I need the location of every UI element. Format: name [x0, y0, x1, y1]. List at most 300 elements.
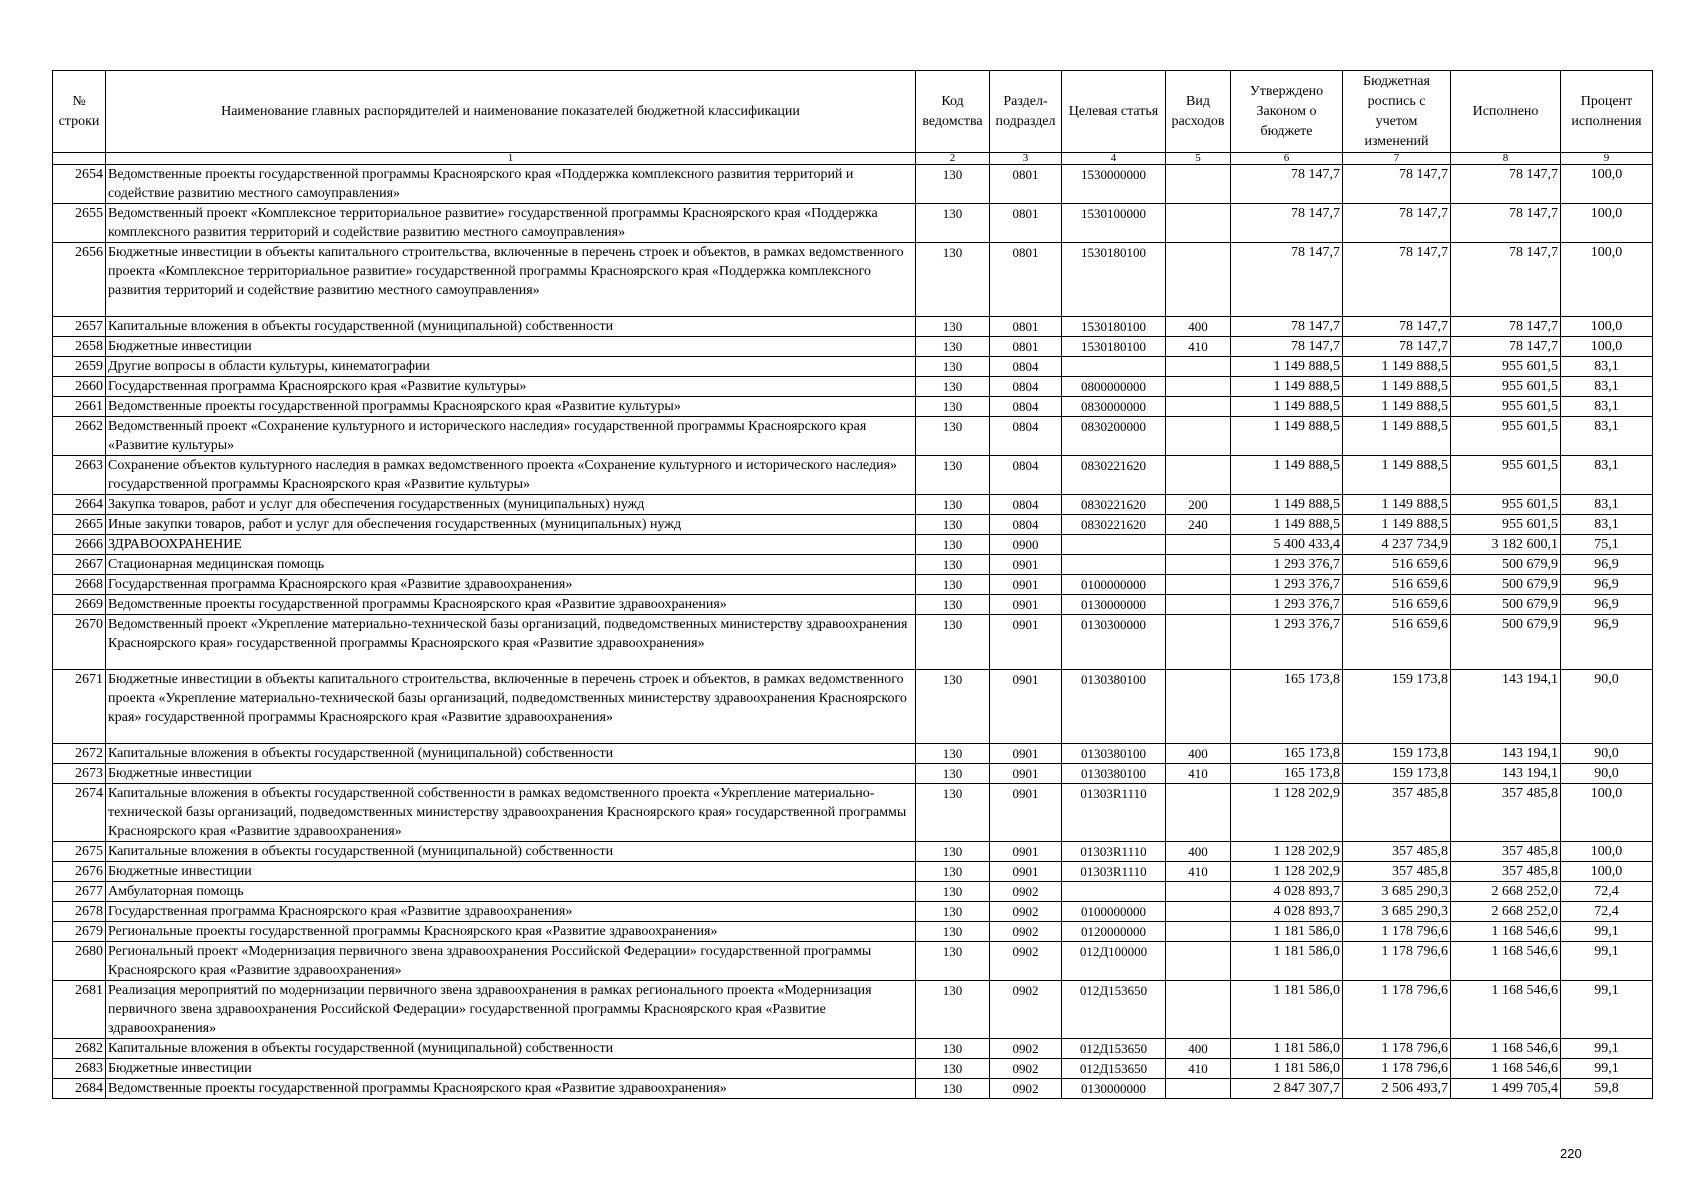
department-code: 130 — [916, 377, 990, 397]
department-code: 130 — [916, 515, 990, 535]
row-name: Закупка товаров, работ и услуг для обеспечения государственных (муниципальных) нужд — [106, 495, 916, 515]
department-code: 130 — [916, 204, 990, 243]
table-row — [53, 1079, 1653, 1099]
department-code: 130 — [916, 495, 990, 515]
approved-amount: 4 028 893,7 — [1231, 902, 1343, 922]
executed-amount: 78 147,7 — [1451, 317, 1561, 337]
approved-amount: 1 128 202,9 — [1231, 862, 1343, 882]
table-row — [53, 862, 1653, 882]
row-number: 2676 — [53, 862, 106, 882]
expense-type — [1166, 784, 1231, 842]
executed-amount: 1 168 546,6 — [1451, 1059, 1561, 1079]
row-number: 2671 — [53, 670, 106, 744]
department-code: 130 — [916, 615, 990, 670]
executed-amount: 955 601,5 — [1451, 417, 1561, 456]
section-code: 0901 — [990, 555, 1062, 575]
column-number: 7 — [1343, 153, 1451, 165]
section-code: 0902 — [990, 922, 1062, 942]
budget-amount: 78 147,7 — [1343, 317, 1451, 337]
column-number: 4 — [1062, 153, 1166, 165]
expense-type: 240 — [1166, 515, 1231, 535]
approved-amount: 1 181 586,0 — [1231, 922, 1343, 942]
executed-amount: 3 182 600,1 — [1451, 535, 1561, 555]
section-code: 0901 — [990, 595, 1062, 615]
header-approved: Утверждено Законом о бюджете — [1231, 71, 1343, 153]
department-code: 130 — [916, 1079, 990, 1099]
section-code: 0804 — [990, 495, 1062, 515]
row-number: 2679 — [53, 922, 106, 942]
approved-amount: 1 149 888,5 — [1231, 495, 1343, 515]
section-code: 0902 — [990, 882, 1062, 902]
target-article: 0130380100 — [1062, 744, 1166, 764]
executed-amount: 500 679,9 — [1451, 595, 1561, 615]
execution-percent: 99,1 — [1561, 1039, 1653, 1059]
column-number: 6 — [1231, 153, 1343, 165]
table-row — [53, 357, 1653, 377]
department-code: 130 — [916, 1039, 990, 1059]
header-expense-type: Вид расходов — [1166, 71, 1231, 153]
row-name: Капитальные вложения в объекты государственной (муниципальной) собственности — [106, 1039, 916, 1059]
row-number: 2657 — [53, 317, 106, 337]
executed-amount: 143 194,1 — [1451, 744, 1561, 764]
department-code: 130 — [916, 922, 990, 942]
department-code: 130 — [916, 317, 990, 337]
execution-percent: 100,0 — [1561, 204, 1653, 243]
department-code: 130 — [916, 337, 990, 357]
department-code: 130 — [916, 842, 990, 862]
section-code: 0801 — [990, 204, 1062, 243]
execution-percent: 75,1 — [1561, 535, 1653, 555]
executed-amount: 78 147,7 — [1451, 165, 1561, 204]
department-code: 130 — [916, 764, 990, 784]
row-number: 2661 — [53, 397, 106, 417]
table-row — [53, 595, 1653, 615]
approved-amount: 1 149 888,5 — [1231, 417, 1343, 456]
approved-amount: 1 181 586,0 — [1231, 1059, 1343, 1079]
row-number: 2666 — [53, 535, 106, 555]
expense-type — [1166, 555, 1231, 575]
approved-amount: 1 181 586,0 — [1231, 1039, 1343, 1059]
execution-percent: 96,9 — [1561, 575, 1653, 595]
section-code: 0804 — [990, 357, 1062, 377]
section-code: 0901 — [990, 842, 1062, 862]
row-number: 2675 — [53, 842, 106, 862]
table-row — [53, 417, 1653, 456]
execution-percent: 83,1 — [1561, 397, 1653, 417]
approved-amount: 2 847 307,7 — [1231, 1079, 1343, 1099]
budget-amount: 159 173,8 — [1343, 670, 1451, 744]
header-section: Раздел-подраздел — [990, 71, 1062, 153]
department-code: 130 — [916, 165, 990, 204]
approved-amount: 78 147,7 — [1231, 337, 1343, 357]
approved-amount: 5 400 433,4 — [1231, 535, 1343, 555]
row-name: Ведомственный проект «Комплексное территориальное развитие» государственной программы Красноярского края «Поддержка комплексного развития территорий и содействие развитию местного самоуправления» — [106, 204, 916, 243]
department-code: 130 — [916, 555, 990, 575]
row-number: 2684 — [53, 1079, 106, 1099]
expense-type: 410 — [1166, 1059, 1231, 1079]
header-target-article: Целевая статья — [1062, 71, 1166, 153]
expense-type — [1166, 575, 1231, 595]
department-code: 130 — [916, 744, 990, 764]
row-name: Другие вопросы в области культуры, кинематографии — [106, 357, 916, 377]
expense-type: 410 — [1166, 764, 1231, 784]
expense-type — [1166, 397, 1231, 417]
executed-amount: 78 147,7 — [1451, 337, 1561, 357]
row-name: Государственная программа Красноярского края «Развитие здравоохранения» — [106, 902, 916, 922]
table-row — [53, 515, 1653, 535]
row-name: Бюджетные инвестиции в объекты капитального строительства, включенные в перечень строек и объектов, в рамках ведомственного проекта «Укрепление материально-технической базы организаций, подведомственных министерству здравоохранения Красноярского края» государственной программы Красноярского края «Развитие здравоохранения» — [106, 670, 916, 744]
execution-percent: 96,9 — [1561, 595, 1653, 615]
budget-amount: 1 178 796,6 — [1343, 1059, 1451, 1079]
column-number: 8 — [1451, 153, 1561, 165]
row-number: 2659 — [53, 357, 106, 377]
executed-amount: 955 601,5 — [1451, 397, 1561, 417]
budget-amount: 78 147,7 — [1343, 204, 1451, 243]
column-number: 3 — [990, 153, 1062, 165]
approved-amount: 1 293 376,7 — [1231, 615, 1343, 670]
row-name: Реализация мероприятий по модернизации первичного звена здравоохранения в рамках регионального проекта «Модернизация первичного звена здравоохранения Российской Федерации» государственной программы Красноярского края «Развитие здравоохранения» — [106, 981, 916, 1039]
header-department-code: Код ведомства — [916, 71, 990, 153]
executed-amount: 955 601,5 — [1451, 377, 1561, 397]
section-code: 0901 — [990, 575, 1062, 595]
row-name: Региональные проекты государственной программы Красноярского края «Развитие здравоохранения» — [106, 922, 916, 942]
row-name: Бюджетные инвестиции в объекты капитального строительства, включенные в перечень строек и объектов, в рамках ведомственного проекта «Комплексное территориальное развитие» государственной программы Красноярского края «Поддержка комплексного развития территорий и содействие развитию местного самоуправления» — [106, 243, 916, 317]
row-name: Ведомственный проект «Сохранение культурного и исторического наследия» государственной программы Красноярского края «Развитие культуры» — [106, 417, 916, 456]
header-row-number: № строки — [53, 71, 106, 153]
row-name: Ведомственные проекты государственной программы Красноярского края «Развитие культуры» — [106, 397, 916, 417]
row-name: Государственная программа Красноярского края «Развитие культуры» — [106, 377, 916, 397]
section-code: 0804 — [990, 417, 1062, 456]
department-code: 130 — [916, 397, 990, 417]
target-article: 012Д153650 — [1062, 1059, 1166, 1079]
approved-amount: 1 128 202,9 — [1231, 842, 1343, 862]
section-code: 0804 — [990, 377, 1062, 397]
executed-amount: 500 679,9 — [1451, 615, 1561, 670]
budget-amount: 1 178 796,6 — [1343, 942, 1451, 981]
budget-amount: 1 178 796,6 — [1343, 981, 1451, 1039]
target-article: 0130300000 — [1062, 615, 1166, 670]
row-number: 2680 — [53, 942, 106, 981]
table-row — [53, 1059, 1653, 1079]
budget-amount: 1 149 888,5 — [1343, 357, 1451, 377]
table-row — [53, 317, 1653, 337]
section-code: 0801 — [990, 243, 1062, 317]
table-row — [53, 555, 1653, 575]
expense-type — [1166, 981, 1231, 1039]
row-name: Иные закупки товаров, работ и услуг для обеспечения государственных (муниципальных) нужд — [106, 515, 916, 535]
execution-percent: 96,9 — [1561, 615, 1653, 670]
expense-type — [1166, 615, 1231, 670]
department-code: 130 — [916, 595, 990, 615]
table-row — [53, 377, 1653, 397]
header-percent: Процент исполнения — [1561, 71, 1653, 153]
row-number: 2656 — [53, 243, 106, 317]
approved-amount: 1 293 376,7 — [1231, 555, 1343, 575]
budget-amount: 357 485,8 — [1343, 862, 1451, 882]
section-code: 0901 — [990, 744, 1062, 764]
section-code: 0801 — [990, 317, 1062, 337]
row-number: 2667 — [53, 555, 106, 575]
section-code: 0804 — [990, 456, 1062, 495]
budget-amount: 2 506 493,7 — [1343, 1079, 1451, 1099]
row-number: 2669 — [53, 595, 106, 615]
department-code: 130 — [916, 1059, 990, 1079]
expense-type — [1166, 922, 1231, 942]
table-row — [53, 456, 1653, 495]
budget-amount: 78 147,7 — [1343, 165, 1451, 204]
column-number: 1 — [106, 153, 916, 165]
table-row — [53, 495, 1653, 515]
executed-amount: 1 168 546,6 — [1451, 942, 1561, 981]
approved-amount: 1 181 586,0 — [1231, 942, 1343, 981]
header-executed: Исполнено — [1451, 71, 1561, 153]
expense-type — [1166, 882, 1231, 902]
row-name: ЗДРАВООХРАНЕНИЕ — [106, 535, 916, 555]
approved-amount: 4 028 893,7 — [1231, 882, 1343, 902]
column-number-row — [53, 153, 1653, 165]
table-row — [53, 744, 1653, 764]
approved-amount: 1 149 888,5 — [1231, 397, 1343, 417]
section-code: 0902 — [990, 1039, 1062, 1059]
table-row — [53, 784, 1653, 842]
budget-amount: 159 173,8 — [1343, 744, 1451, 764]
row-number: 2678 — [53, 902, 106, 922]
row-number: 2654 — [53, 165, 106, 204]
expense-type: 400 — [1166, 744, 1231, 764]
budget-amount: 1 149 888,5 — [1343, 456, 1451, 495]
header-row — [53, 71, 1653, 153]
target-article: 0130380100 — [1062, 764, 1166, 784]
section-code: 0901 — [990, 862, 1062, 882]
row-name: Ведомственный проект «Укрепление материально-технической базы организаций, подведомственных министерству здравоохранения Красноярского края» государственной программы Красноярского края «Развитие здравоохранения» — [106, 615, 916, 670]
department-code: 130 — [916, 243, 990, 317]
row-number: 2683 — [53, 1059, 106, 1079]
table-row — [53, 764, 1653, 784]
row-name: Государственная программа Красноярского края «Развитие здравоохранения» — [106, 575, 916, 595]
execution-percent: 83,1 — [1561, 417, 1653, 456]
row-name: Капитальные вложения в объекты государственной собственности в рамках ведомственного проекта «Укрепление материально-технической базы организаций, подведомственных министерству здравоохранения Красноярского края» государственной программы Красноярского края «Развитие здравоохранения» — [106, 784, 916, 842]
budget-amount: 3 685 290,3 — [1343, 902, 1451, 922]
row-number: 2660 — [53, 377, 106, 397]
execution-percent: 99,1 — [1561, 1059, 1653, 1079]
section-code: 0801 — [990, 337, 1062, 357]
department-code: 130 — [916, 417, 990, 456]
table-row — [53, 337, 1653, 357]
executed-amount: 357 485,8 — [1451, 862, 1561, 882]
execution-percent: 72,4 — [1561, 902, 1653, 922]
executed-amount: 1 499 705,4 — [1451, 1079, 1561, 1099]
budget-amount: 357 485,8 — [1343, 784, 1451, 842]
column-number: 9 — [1561, 153, 1653, 165]
approved-amount: 1 181 586,0 — [1231, 981, 1343, 1039]
execution-percent: 100,0 — [1561, 842, 1653, 862]
executed-amount: 143 194,1 — [1451, 670, 1561, 744]
target-article: 012Д153650 — [1062, 1039, 1166, 1059]
execution-percent: 83,1 — [1561, 377, 1653, 397]
expense-type — [1166, 204, 1231, 243]
table-row — [53, 204, 1653, 243]
budget-execution-table — [52, 70, 1653, 1099]
table-row — [53, 902, 1653, 922]
expense-type — [1166, 535, 1231, 555]
department-code: 130 — [916, 535, 990, 555]
section-code: 0902 — [990, 1079, 1062, 1099]
table-row — [53, 243, 1653, 317]
section-code: 0804 — [990, 515, 1062, 535]
target-article: 012Д153650 — [1062, 981, 1166, 1039]
budget-amount: 357 485,8 — [1343, 842, 1451, 862]
table-row — [53, 981, 1653, 1039]
target-article — [1062, 555, 1166, 575]
target-article: 0830221620 — [1062, 456, 1166, 495]
table-row — [53, 397, 1653, 417]
column-number: 5 — [1166, 153, 1231, 165]
department-code: 130 — [916, 902, 990, 922]
executed-amount: 78 147,7 — [1451, 204, 1561, 243]
row-name: Бюджетные инвестиции — [106, 1059, 916, 1079]
row-name: Ведомственные проекты государственной программы Красноярского края «Поддержка комплексного развития территорий и содействие развитию местного самоуправления» — [106, 165, 916, 204]
row-name: Бюджетные инвестиции — [106, 862, 916, 882]
execution-percent: 72,4 — [1561, 882, 1653, 902]
approved-amount: 1 128 202,9 — [1231, 784, 1343, 842]
approved-amount: 165 173,8 — [1231, 764, 1343, 784]
approved-amount: 1 149 888,5 — [1231, 515, 1343, 535]
approved-amount: 1 293 376,7 — [1231, 595, 1343, 615]
row-number: 2668 — [53, 575, 106, 595]
section-code: 0902 — [990, 942, 1062, 981]
expense-type: 400 — [1166, 317, 1231, 337]
department-code: 130 — [916, 784, 990, 842]
row-number: 2670 — [53, 615, 106, 670]
table-row — [53, 882, 1653, 902]
target-article: 1530180100 — [1062, 317, 1166, 337]
expense-type — [1166, 595, 1231, 615]
row-number: 2681 — [53, 981, 106, 1039]
table-row — [53, 670, 1653, 744]
table-row — [53, 842, 1653, 862]
approved-amount: 78 147,7 — [1231, 165, 1343, 204]
budget-amount: 516 659,6 — [1343, 595, 1451, 615]
expense-type — [1166, 357, 1231, 377]
approved-amount: 78 147,7 — [1231, 243, 1343, 317]
row-number: 2677 — [53, 882, 106, 902]
header-budget-schedule: Бюджетная роспись с учетом изменений — [1343, 71, 1451, 153]
approved-amount: 1 149 888,5 — [1231, 377, 1343, 397]
execution-percent: 83,1 — [1561, 495, 1653, 515]
budget-amount: 516 659,6 — [1343, 575, 1451, 595]
section-code: 0901 — [990, 670, 1062, 744]
budget-amount: 78 147,7 — [1343, 243, 1451, 317]
target-article: 0830221620 — [1062, 515, 1166, 535]
target-article: 01303R1110 — [1062, 862, 1166, 882]
target-article: 0100000000 — [1062, 575, 1166, 595]
expense-type: 410 — [1166, 862, 1231, 882]
executed-amount: 357 485,8 — [1451, 784, 1561, 842]
executed-amount: 2 668 252,0 — [1451, 902, 1561, 922]
execution-percent: 90,0 — [1561, 670, 1653, 744]
target-article: 0130380100 — [1062, 670, 1166, 744]
table-body — [53, 165, 1653, 1099]
budget-amount: 78 147,7 — [1343, 337, 1451, 357]
row-name: Ведомственные проекты государственной программы Красноярского края «Развитие здравоохранения» — [106, 595, 916, 615]
budget-amount: 516 659,6 — [1343, 555, 1451, 575]
executed-amount: 143 194,1 — [1451, 764, 1561, 784]
execution-percent: 96,9 — [1561, 555, 1653, 575]
execution-percent: 100,0 — [1561, 784, 1653, 842]
column-number — [53, 153, 106, 165]
section-code: 0902 — [990, 902, 1062, 922]
target-article: 0130000000 — [1062, 1079, 1166, 1099]
table-row — [53, 1039, 1653, 1059]
target-article: 0830221620 — [1062, 495, 1166, 515]
row-name: Стационарная медицинская помощь — [106, 555, 916, 575]
row-number: 2662 — [53, 417, 106, 456]
expense-type — [1166, 1079, 1231, 1099]
target-article: 0830200000 — [1062, 417, 1166, 456]
section-code: 0801 — [990, 165, 1062, 204]
expense-type — [1166, 417, 1231, 456]
expense-type — [1166, 902, 1231, 922]
header-name: Наименование главных распорядителей и наименование показателей бюджетной классификации — [106, 71, 916, 153]
execution-percent: 83,1 — [1561, 456, 1653, 495]
target-article: 01303R1110 — [1062, 784, 1166, 842]
expense-type: 400 — [1166, 1039, 1231, 1059]
row-number: 2673 — [53, 764, 106, 784]
execution-percent: 83,1 — [1561, 515, 1653, 535]
budget-amount: 1 149 888,5 — [1343, 377, 1451, 397]
row-number: 2674 — [53, 784, 106, 842]
row-number: 2672 — [53, 744, 106, 764]
row-number: 2665 — [53, 515, 106, 535]
target-article: 01303R1110 — [1062, 842, 1166, 862]
execution-percent: 59,8 — [1561, 1079, 1653, 1099]
executed-amount: 500 679,9 — [1451, 555, 1561, 575]
section-code: 0900 — [990, 535, 1062, 555]
executed-amount: 955 601,5 — [1451, 495, 1561, 515]
expense-type — [1166, 165, 1231, 204]
target-article: 1530180100 — [1062, 243, 1166, 317]
execution-percent: 90,0 — [1561, 764, 1653, 784]
row-name: Капитальные вложения в объекты государственной (муниципальной) собственности — [106, 744, 916, 764]
table-row — [53, 922, 1653, 942]
target-article: 012Д100000 — [1062, 942, 1166, 981]
expense-type: 410 — [1166, 337, 1231, 357]
table-row — [53, 535, 1653, 555]
section-code: 0901 — [990, 784, 1062, 842]
budget-amount: 516 659,6 — [1343, 615, 1451, 670]
department-code: 130 — [916, 882, 990, 902]
expense-type: 200 — [1166, 495, 1231, 515]
executed-amount: 1 168 546,6 — [1451, 981, 1561, 1039]
execution-percent: 83,1 — [1561, 357, 1653, 377]
execution-percent: 90,0 — [1561, 744, 1653, 764]
row-name: Капитальные вложения в объекты государственной (муниципальной) собственности — [106, 842, 916, 862]
row-name: Сохранение объектов культурного наследия в рамках ведомственного проекта «Сохранение культурного и исторического наследия» государственной программы Красноярского края «Развитие культуры» — [106, 456, 916, 495]
executed-amount: 955 601,5 — [1451, 357, 1561, 377]
approved-amount: 165 173,8 — [1231, 670, 1343, 744]
execution-percent: 99,1 — [1561, 981, 1653, 1039]
department-code: 130 — [916, 357, 990, 377]
executed-amount: 2 668 252,0 — [1451, 882, 1561, 902]
execution-percent: 99,1 — [1561, 922, 1653, 942]
target-article: 0100000000 — [1062, 902, 1166, 922]
target-article — [1062, 535, 1166, 555]
execution-percent: 100,0 — [1561, 317, 1653, 337]
execution-percent: 99,1 — [1561, 942, 1653, 981]
approved-amount: 165 173,8 — [1231, 744, 1343, 764]
table-row — [53, 165, 1653, 204]
budget-amount: 3 685 290,3 — [1343, 882, 1451, 902]
